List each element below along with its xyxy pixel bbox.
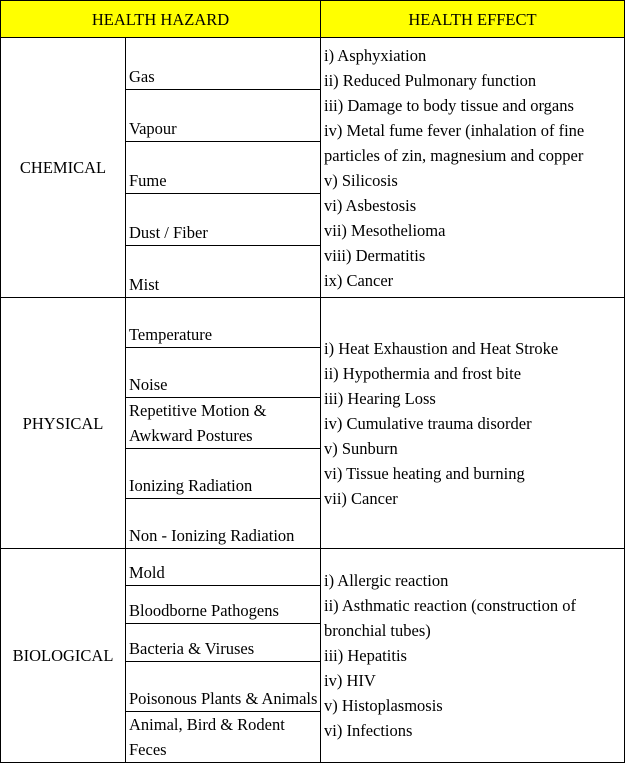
table-row [1, 549, 625, 586]
effect-item: v) Sunburn [324, 438, 398, 458]
effect-item: iv) Cumulative trauma disorder [324, 413, 532, 433]
hazard-cell: Bloodborne Pathogens [126, 586, 321, 624]
hazard-cell: Temperature [126, 298, 321, 348]
category-chemical: CHEMICAL [1, 38, 126, 298]
effect-item: viii) Dermatitis [324, 245, 426, 265]
category-physical: PHYSICAL [1, 298, 126, 549]
hazard-cell: Non - Ionizing Radiation [126, 499, 321, 549]
effect-item: i) Allergic reaction [324, 571, 449, 590]
header-health-hazard: HEALTH HAZARD [1, 1, 321, 38]
effects-chemical [321, 38, 625, 298]
hazard-cell: Mold [126, 549, 321, 586]
hazard-cell: Mist [126, 246, 321, 298]
effect-item: ii) Hypothermia and frost bite [324, 363, 522, 383]
hazard-cell: Fume [126, 142, 321, 194]
hazard-cell: Bacteria & Viruses [126, 624, 321, 662]
effect-item: v) Histoplasmosis [324, 696, 443, 715]
effect-item: vi) Tissue heating and burning [324, 463, 525, 483]
effect-item: iv) Metal fume fever (inhalation of fine particles of zin, magnesium and copper [324, 120, 585, 165]
hazard-cell: Repetitive Motion & Awkward Postures [126, 398, 321, 449]
hazard-cell: Animal, Bird & Rodent Feces [126, 712, 321, 763]
effect-item: vii) Mesothelioma [324, 220, 446, 240]
hazard-cell: Ionizing Radiation [126, 449, 321, 499]
effect-item: i) Asphyxiation [324, 45, 427, 65]
effect-item: vii) Cancer [324, 488, 398, 508]
effects-biological [321, 549, 625, 763]
hazard-cell: Vapour [126, 90, 321, 142]
effects-physical [321, 298, 625, 549]
header-row [1, 1, 625, 38]
effect-item: vi) Infections [324, 721, 413, 740]
effect-item: ii) Asthmatic reaction (construction of bronchial tubes) [324, 596, 577, 640]
effect-item: iii) Hepatitis [324, 646, 407, 665]
effect-item: i) Heat Exhaustion and Heat Stroke [324, 338, 559, 358]
hazard-cell: Noise [126, 348, 321, 398]
effect-item: iii) Hearing Loss [324, 388, 436, 408]
table-row [1, 298, 625, 348]
hazard-cell: Gas [126, 38, 321, 90]
effect-item: iii) Damage to body tissue and organs [324, 95, 574, 115]
category-biological: BIOLOGICAL [1, 549, 126, 763]
effect-item: vi) Asbestosis [324, 195, 417, 215]
table-row [1, 38, 625, 90]
hazard-cell: Poisonous Plants & Animals [126, 662, 321, 712]
effect-item: ii) Reduced Pulmonary function [324, 70, 537, 90]
effect-item: iv) HIV [324, 671, 376, 690]
header-health-effect: HEALTH EFFECT [321, 1, 625, 38]
effect-item: ix) Cancer [324, 270, 394, 290]
effect-item: v) Silicosis [324, 170, 398, 190]
hazard-cell: Dust / Fiber [126, 194, 321, 246]
